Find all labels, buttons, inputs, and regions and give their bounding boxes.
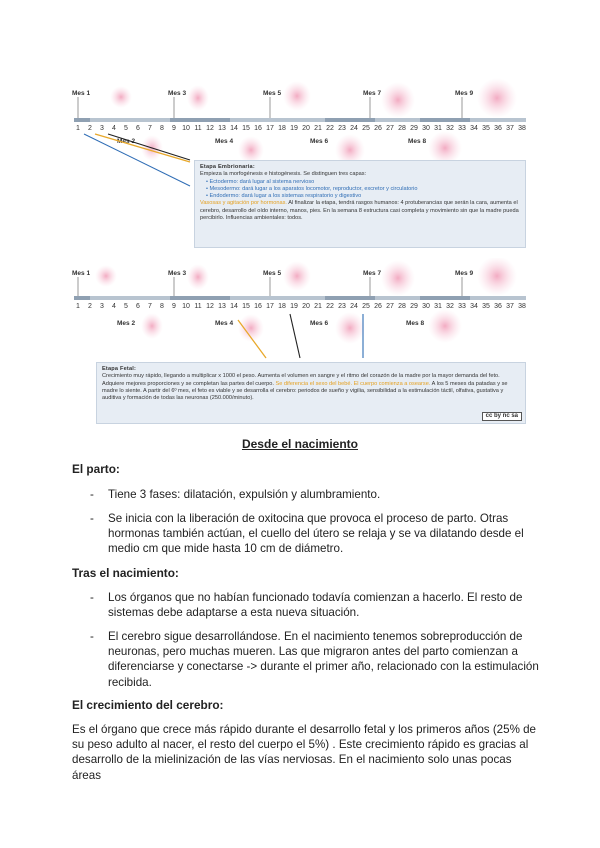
week-tick-label: 37	[506, 303, 514, 310]
embryonic-stage-box	[194, 160, 526, 248]
month-label: Mes 5	[263, 90, 282, 97]
fetus-image	[428, 309, 462, 343]
arrow-line	[290, 314, 300, 358]
fetus-image	[187, 264, 209, 290]
week-tick-label: 24	[350, 125, 358, 132]
week-tick-label: 14	[230, 303, 238, 310]
week-tick-label: 20	[302, 125, 310, 132]
week-tick-label: 10	[182, 125, 190, 132]
week-tick-label: 13	[218, 303, 226, 310]
week-tick-label: 30	[422, 303, 430, 310]
week-tick-label: 32	[446, 125, 454, 132]
week-tick-label: 21	[314, 303, 322, 310]
bullet-item: • Ectodermo: dará lugar al sistema nervioso	[206, 178, 315, 185]
month-label: Mes 9	[455, 90, 474, 97]
week-tick-label: 38	[518, 125, 526, 132]
week-tick-label: 28	[398, 125, 406, 132]
week-tick-label: 19	[290, 303, 298, 310]
week-tick-label: 33	[458, 303, 466, 310]
heading-tras-nacimiento: Tras el nacimiento:	[72, 566, 179, 580]
week-tick-label: 22	[326, 125, 334, 132]
week-tick-label: 5	[124, 303, 128, 310]
week-tick-label: 6	[136, 125, 140, 132]
fetus-image	[95, 265, 117, 287]
week-tick-label: 29	[410, 125, 418, 132]
month-label: Mes 1	[72, 270, 91, 277]
week-tick-label: 30	[422, 125, 430, 132]
month-label: Mes 5	[263, 270, 282, 277]
week-tick-label: 6	[136, 303, 140, 310]
week-ticks	[76, 125, 526, 132]
week-tick-label: 10	[182, 303, 190, 310]
week-tick-label: 33	[458, 125, 466, 132]
week-tick-label: 15	[242, 125, 250, 132]
week-tick-label: 15	[242, 303, 250, 310]
paragraph: Es el órgano que crece más rápido durante el desarrollo fetal y los primeros años (25% de su peso adulto al nacer, el resto del cuerpo el 5%) . Este crecimiento rápido es gracias al desarrollo de la mielinización de las vías nerviosas. En el nacimiento solo unas pocas áreas	[72, 723, 536, 782]
week-tick-label: 19	[290, 125, 298, 132]
month-markers-bottom	[117, 138, 426, 145]
box-text: Crecimiento muy rápido, llegando a multiplicar x 1000 el peso. Aumenta el volumen en sangre y el ritmo del corazón de la madre por la mayor demanda del feto. Adquiere mejores proporciones y se completan las partes del cuerpo. Se diferencia el sexo del bebé. El cuerpo comienza a osearse. A los 5 meses da patadas y se madre lo siente. A partir del 6º mes, el feto es viable y se desarrolla el cerebro: periodos de sueño y vigilia, sensibilidad a la estimulación táctil, olfativa, gustativa y auditiva y formación de todas las neuronas (250.000/minuto).	[102, 373, 508, 402]
fetus-image	[335, 312, 365, 344]
week-tick-label: 31	[434, 303, 442, 310]
fetal-timeline-figure	[70, 258, 528, 426]
month-label: Mes 8	[406, 320, 425, 327]
box-text: Empieza la morfogénesis e histogénesis. Se distinguen tres capas:	[200, 171, 367, 178]
week-tick-label: 17	[266, 125, 274, 132]
week-tick-label: 1	[76, 125, 80, 132]
week-tick-label: 20	[302, 303, 310, 310]
week-tick-label: 38	[518, 303, 526, 310]
week-tick-label: 36	[494, 125, 502, 132]
month-label: Mes 4	[215, 138, 234, 145]
week-tick-label: 29	[410, 303, 418, 310]
week-tick-label: 18	[278, 303, 286, 310]
week-tick-label: 14	[230, 125, 238, 132]
arrow-line	[95, 134, 190, 162]
week-tick-label: 25	[362, 303, 370, 310]
week-tick-label: 27	[386, 303, 394, 310]
week-tick-label: 16	[254, 303, 262, 310]
week-tick-label: 8	[160, 303, 164, 310]
week-tick-label: 23	[338, 303, 346, 310]
week-tick-label: 21	[314, 125, 322, 132]
week-tick-label: 34	[470, 125, 478, 132]
fetus-image	[381, 82, 415, 118]
month-label: Mes 7	[363, 270, 382, 277]
list-item: - Tiene 3 fases: dilatación, expulsión y alumbramiento.	[90, 488, 381, 501]
month-label: Mes 6	[310, 320, 329, 327]
fetus-image	[283, 261, 311, 291]
week-tick-label: 25	[362, 125, 370, 132]
list-item: - Los órganos que no habían funcionado todavía comienzan a hacerlo. El resto de sistemas debe adaptarse a esta nueva situación.	[90, 591, 523, 620]
month-label: Mes 6	[310, 138, 329, 145]
week-tick-label: 17	[266, 303, 274, 310]
week-tick-label: 27	[386, 125, 394, 132]
week-tick-label: 2	[88, 303, 92, 310]
fetal-stage-box	[96, 362, 526, 424]
month-label: Mes 2	[117, 138, 136, 145]
week-tick-label: 1	[76, 303, 80, 310]
month-label: Mes 9	[455, 270, 474, 277]
embryonic-timeline-figure	[70, 78, 528, 253]
bullet-item: • Endodermo: dará lugar a los sistemas respiratorio y digestivo	[206, 193, 362, 200]
heading-crecimiento-cerebro: El crecimiento del cerebro:	[72, 698, 224, 712]
license-badge: cc by nc sa	[482, 412, 522, 421]
month-label: Mes 3	[168, 270, 187, 277]
week-tick-label: 9	[172, 125, 176, 132]
week-tick-label: 3	[100, 125, 104, 132]
week-tick-label: 11	[194, 125, 202, 132]
fetus-image	[141, 313, 163, 339]
week-tick-label: 12	[206, 125, 214, 132]
week-tick-label: 23	[338, 125, 346, 132]
week-tick-label: 5	[124, 125, 128, 132]
week-tick-label: 35	[482, 303, 490, 310]
month-label: Mes 4	[215, 320, 234, 327]
week-tick-label: 13	[218, 125, 226, 132]
week-tick-label: 2	[88, 125, 92, 132]
box-text: Vasosas y agitación por hormonas. Al finalizar la etapa, tendrá rasgos humanos: 4 protuberancias que serán la cara, aumenta el cerebro, desarrollo del oído interno, manos, pies. En la semana 8 estructura casi completa y movimiento sin que la madre pueda percibirlo. Influencias ambientales: todos.	[200, 200, 519, 222]
week-tick-label: 32	[446, 303, 454, 310]
arrow-line	[84, 134, 190, 186]
week-tick-label: 9	[172, 303, 176, 310]
heading-parto: El parto:	[72, 462, 120, 476]
week-tick-label: 26	[374, 125, 382, 132]
week-tick-label: 11	[194, 303, 202, 310]
box-heading: Etapa Fetal:	[102, 366, 137, 372]
month-label: Mes 8	[408, 138, 427, 145]
fetus-image	[477, 258, 517, 296]
week-tick-label: 16	[254, 125, 262, 132]
list-item: - El cerebro sigue desarrollándose. En el nacimiento tenemos sobreproducción de neuronas, pero muchas mueren. Las que migraron antes del parto comienzan a diferenciarse y conectarse -> durante el primer año, relacionado con la estimulación recibida.	[90, 630, 539, 689]
week-tick-label: 12	[206, 303, 214, 310]
month-markers-bottom	[117, 320, 424, 327]
week-tick-label: 4	[112, 303, 116, 310]
bullet-item: • Mesodermo: dará lugar a los aparatos locomotor, reproductor, excretor y circulatorio	[206, 185, 418, 192]
week-tick-label: 8	[160, 125, 164, 132]
week-tick-label: 4	[112, 125, 116, 132]
week-tick-label: 18	[278, 125, 286, 132]
month-label: Mes 2	[117, 320, 136, 327]
fetus-image	[283, 81, 311, 111]
month-label: Mes 7	[363, 90, 382, 97]
list-item: - Se inicia con la liberación de oxitocina que provoca el proceso de parto. Otras hormonas también actúan, el cuello del útero se relaja y se va dilatando desde el medio cm que mide hasta 10 cm de diámetro.	[90, 512, 524, 556]
week-tick-label: 22	[326, 303, 334, 310]
fetus-image	[187, 85, 209, 111]
week-tick-label: 3	[100, 303, 104, 310]
fetus-image	[110, 86, 132, 108]
week-tick-label: 31	[434, 125, 442, 132]
week-tick-label: 34	[470, 303, 478, 310]
week-tick-label: 37	[506, 125, 514, 132]
month-label: Mes 3	[168, 90, 187, 97]
week-tick-label: 26	[374, 303, 382, 310]
week-tick-label: 28	[398, 303, 406, 310]
section-title: Desde el nacimiento	[241, 437, 359, 451]
week-tick-label: 36	[494, 303, 502, 310]
week-tick-label: 35	[482, 125, 490, 132]
fetus-image	[381, 260, 415, 296]
week-tick-label: 24	[350, 303, 358, 310]
fetus-image	[477, 78, 517, 118]
box-heading: Etapa Embrionaria:	[200, 164, 255, 170]
month-label: Mes 1	[72, 90, 91, 97]
week-ticks	[76, 303, 526, 310]
week-tick-label: 7	[148, 125, 152, 132]
week-tick-label: 7	[148, 303, 152, 310]
